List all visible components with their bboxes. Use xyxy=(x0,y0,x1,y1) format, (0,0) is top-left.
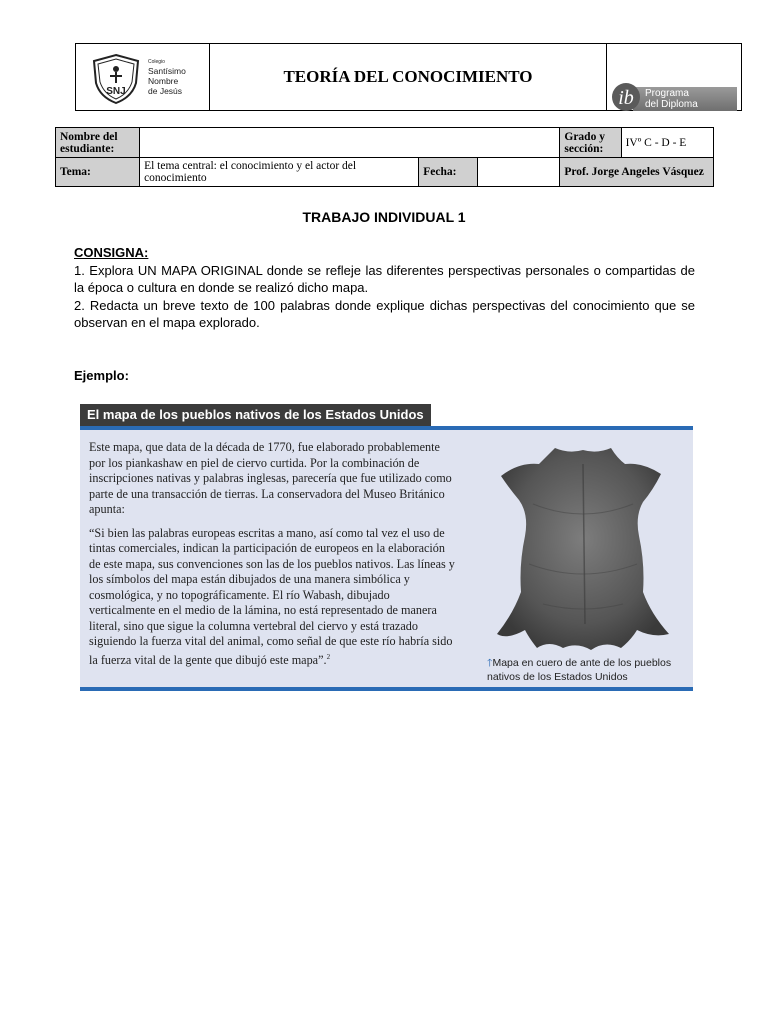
instruction-item-2: 2. Redacta un breve texto de 100 palabras donde explique dichas perspectivas del conocimiento que se observan en el mapa explorado. xyxy=(74,297,695,330)
topic-value: El tema central: el conocimiento y el actor del conocimiento xyxy=(140,158,419,187)
instructions xyxy=(74,244,695,332)
ib-logo-cell xyxy=(607,44,741,110)
svg-text:SNJ: SNJ xyxy=(106,86,126,97)
example-text xyxy=(89,440,459,676)
instructions-label: CONSIGNA: xyxy=(74,245,149,260)
student-name-field[interactable] xyxy=(140,128,560,158)
document-header xyxy=(75,43,742,111)
grade-value: IVº C - D - E xyxy=(621,128,713,158)
ib-programme-banner: Programa del Diploma xyxy=(633,87,737,111)
example-paragraph-2: “Si bien las palabras europeas escritas a mano, así como tal vez el uso de tintas comerciales, indican la participación de europeos en la elaboración de este mapa, sus convenciones son las de los pueblos nativos. Las líneas y los símbolos del mapa están dibujados de una manera simbólica y cosmológica, y no topográficamente. El río Wabash, dibujado verticalmente en el medio de la lámina, no está representado de manera literal, sino que sigue la columna vertebral del ciervo y está trazado siguiendo la fuerza vital del animal, como señal de que este río habría sido la fuerza vital de la gente que dibujó este mapa”.$^2$ xyxy=(89,525,455,667)
student-info-table xyxy=(55,127,714,187)
school-name: Colegio Santísimo Nombre de Jesús xyxy=(148,59,186,96)
example-paragraph-1: Este mapa, que data de la década de 1770, fue elaborado probablemente por los piankashaw en piel de ciervo curtida. Por la combinación de inscripciones nativas y palabras inglesas, parecería que fue utilizado como parte de una transacción de tierras. La conservadora del Museo Británico apunta: xyxy=(89,440,452,516)
date-field[interactable] xyxy=(478,158,560,187)
school-logo-cell xyxy=(76,44,210,110)
teacher-name: Prof. Jorge Angeles Vásquez xyxy=(560,158,714,187)
assignment-title: TRABAJO INDIVIDUAL 1 xyxy=(302,209,466,225)
instruction-item-1: 1. Explora UN MAPA ORIGINAL donde se refleje las diferentes perspectivas personales o compartidas de la época o cultura en donde se realizó dicho mapa. xyxy=(74,262,695,295)
course-title: TEORÍA DEL CONOCIMIENTO xyxy=(210,44,607,110)
student-name-label: Nombre del estudiante: xyxy=(56,128,140,158)
image-caption: 🡑Mapa en cuero de ante de los pueblos nativos de los Estados Unidos xyxy=(487,657,672,683)
topic-label: Tema: xyxy=(56,158,140,187)
svg-text:ib: ib xyxy=(618,87,634,109)
school-shield-icon xyxy=(90,53,142,105)
example-label: Ejemplo: xyxy=(74,368,129,383)
example-box xyxy=(80,426,693,691)
example-title: El mapa de los pueblos nativos de los Estados Unidos xyxy=(80,404,431,426)
deerskin-map-image xyxy=(493,444,673,654)
grade-label: Grado y sección: xyxy=(560,128,621,158)
ib-logo-icon xyxy=(611,78,641,114)
arrow-up-icon: 🡑 xyxy=(487,657,493,669)
date-label: Fecha: xyxy=(419,158,478,187)
